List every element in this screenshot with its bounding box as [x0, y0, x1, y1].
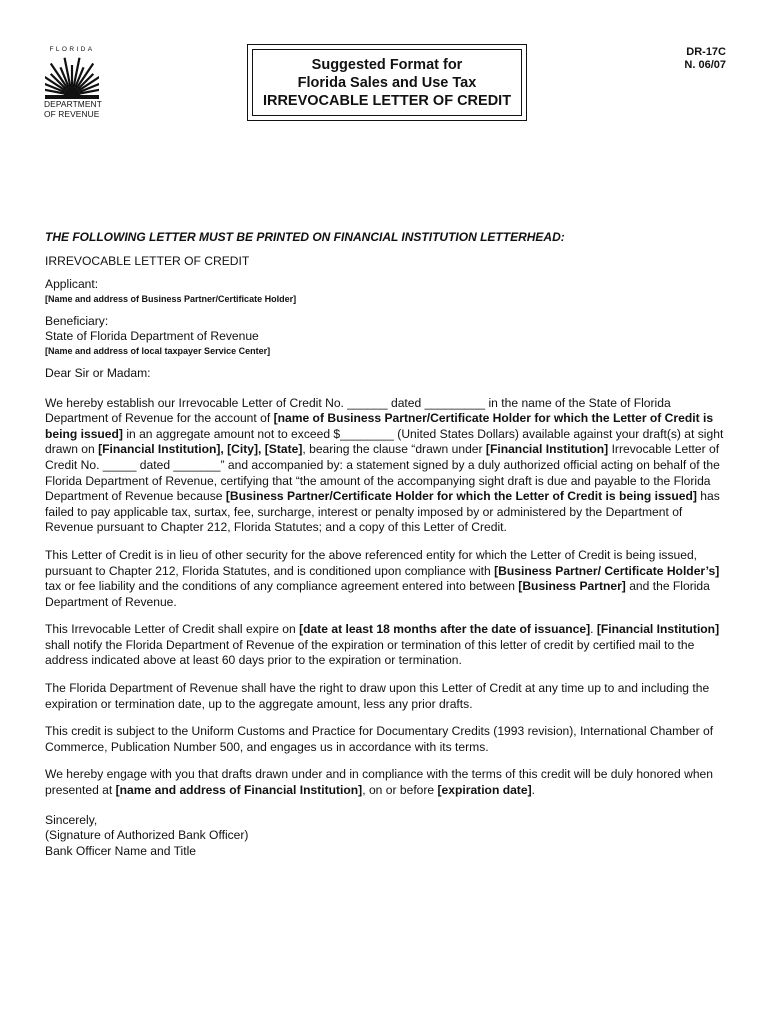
bold-placeholder: [name of Business Partner/Certificate Holder for which the Letter of Credit is being issued] — [45, 411, 714, 441]
bold-placeholder: [Financial Institution], [City], [State] — [98, 442, 303, 457]
salutation: Dear Sir or Madam: — [45, 365, 151, 380]
beneficiary-label: Beneficiary: — [45, 313, 109, 328]
paragraph-1 — [45, 396, 727, 536]
paragraph-text: The Florida Department of Revenue shall have the right to draw upon this Letter of Credit at any time up to and including the expiration or termination date, up to the aggregate amount, less any prior drafts. — [45, 681, 710, 711]
paragraph-text: We hereby engage with you that drafts drawn under and in compliance with the terms of this credit will be duly honored when presented at — [45, 767, 713, 798]
bold-placeholder: [Business Partner] — [518, 579, 626, 594]
form-revision: N. 06/07 — [684, 59, 726, 71]
applicant-label: Applicant: — [45, 277, 99, 292]
paragraph-text: . — [590, 622, 597, 637]
logo-dept-line2: OF REVENUE — [44, 108, 100, 119]
title-box — [247, 44, 527, 121]
paragraph-text: , bearing the clause “drawn under — [302, 442, 486, 457]
paragraph-text: This credit is subject to the Uniform Customs and Practice for Documentary Credits (1993 revision), International Chamber of Commerce, Publication Number 500, and engages us in accordance with its terms. — [45, 724, 714, 754]
paragraph-text: This Letter of Credit is in lieu of other security for the above referenced entity for which the Letter of Credit is being issued, pursuant to Chapter 212, Florida Statutes, and is conditioned upon compliance with — [45, 547, 698, 578]
paragraph-6 — [45, 767, 727, 798]
paragraph-text: , on or before — [362, 783, 438, 798]
logo-state-text: FLORIDA — [49, 46, 95, 53]
title-line-1: Suggested Format for — [311, 57, 463, 73]
paragraph-text: We hereby establish our Irrevocable Letter of Credit No. ______ dated _________ in the name of the State of Florida Department of Revenue for the account of — [45, 395, 671, 426]
bold-placeholder: [Business Partner/Certificate Holder for which the Letter of Credit is being issued] — [225, 489, 697, 504]
dor-logo — [44, 46, 100, 119]
bold-placeholder: [expiration date] — [437, 783, 532, 798]
logo-dept-line1: DEPARTMENT — [44, 99, 102, 109]
paragraph-text: has failed to pay applicable tax, surtax, fee, surcharge, interest or penalty imposed by or administered by the Department of Revenue pursuant to Chapter 212, Florida Statutes; and a copy of this Letter of Credit. — [45, 489, 720, 535]
bold-placeholder: [Financial Institution] — [485, 442, 609, 457]
paragraph-5 — [45, 724, 727, 755]
paragraph-text: and the Florida Department of Revenue. — [45, 579, 710, 609]
bold-placeholder: [name and address of Financial Institution] — [115, 783, 363, 798]
letter-body — [45, 230, 727, 859]
beneficiary-note: [Name and address of local taxpayer Service Center] — [45, 345, 271, 356]
form-number: DR-17C — [686, 46, 726, 58]
signature-line: (Signature of Authorized Bank Officer) — [45, 828, 249, 843]
paragraph-2 — [45, 548, 727, 610]
form-id — [684, 46, 726, 72]
instruction-heading: THE FOLLOWING LETTER MUST BE PRINTED ON FINANCIAL INSTITUTION LETTERHEAD: — [45, 230, 565, 244]
paragraph-4 — [45, 681, 727, 712]
applicant-note: [Name and address of Business Partner/Certificate Holder] — [45, 293, 297, 304]
paragraph-text: . — [531, 783, 535, 798]
paragraph-3 — [45, 622, 727, 669]
doc-title: IRREVOCABLE LETTER OF CREDIT — [45, 253, 250, 268]
signer-line: Bank Officer Name and Title — [45, 843, 197, 858]
paragraph-text: tax or fee liability and the conditions of any compliance agreement entered into between — [45, 579, 519, 594]
title-line-2: Florida Sales and Use Tax — [297, 75, 477, 91]
paragraph-text: Irrevocable Letter of Credit No. _____ dated _______” and accompanied by: a statement signed by a duly authorized official acting on behalf of the Florida Department of Revenue, certifying that “the amount of the accompanying sight draft is due and payable to the Florida Department of Revenue because — [45, 442, 720, 504]
bold-placeholder: [date at least 18 months after the date of issuance] — [299, 622, 591, 637]
beneficiary-name: State of Florida Department of Revenue — [45, 329, 259, 344]
paragraph-text: This Irrevocable Letter of Credit shall expire on — [45, 622, 300, 637]
title-line-3: IRREVOCABLE LETTER OF CREDIT — [262, 93, 512, 109]
bold-placeholder: [Business Partner/ Certificate Holder’s] — [494, 563, 720, 578]
paragraph-text: shall notify the Florida Department of Revenue of the expiration or termination of this letter of credit by certified mail to the address indicated above at least 60 days prior to the expiration or termination. — [45, 637, 695, 668]
bold-placeholder: [Financial Institution] — [596, 622, 720, 637]
sunburst-icon — [45, 55, 99, 99]
closing: Sincerely, — [45, 812, 98, 827]
paragraph-text: in an aggregate amount not to exceed $________ (United States Dollars) available against your draft(s) at sight drawn on — [45, 426, 724, 457]
